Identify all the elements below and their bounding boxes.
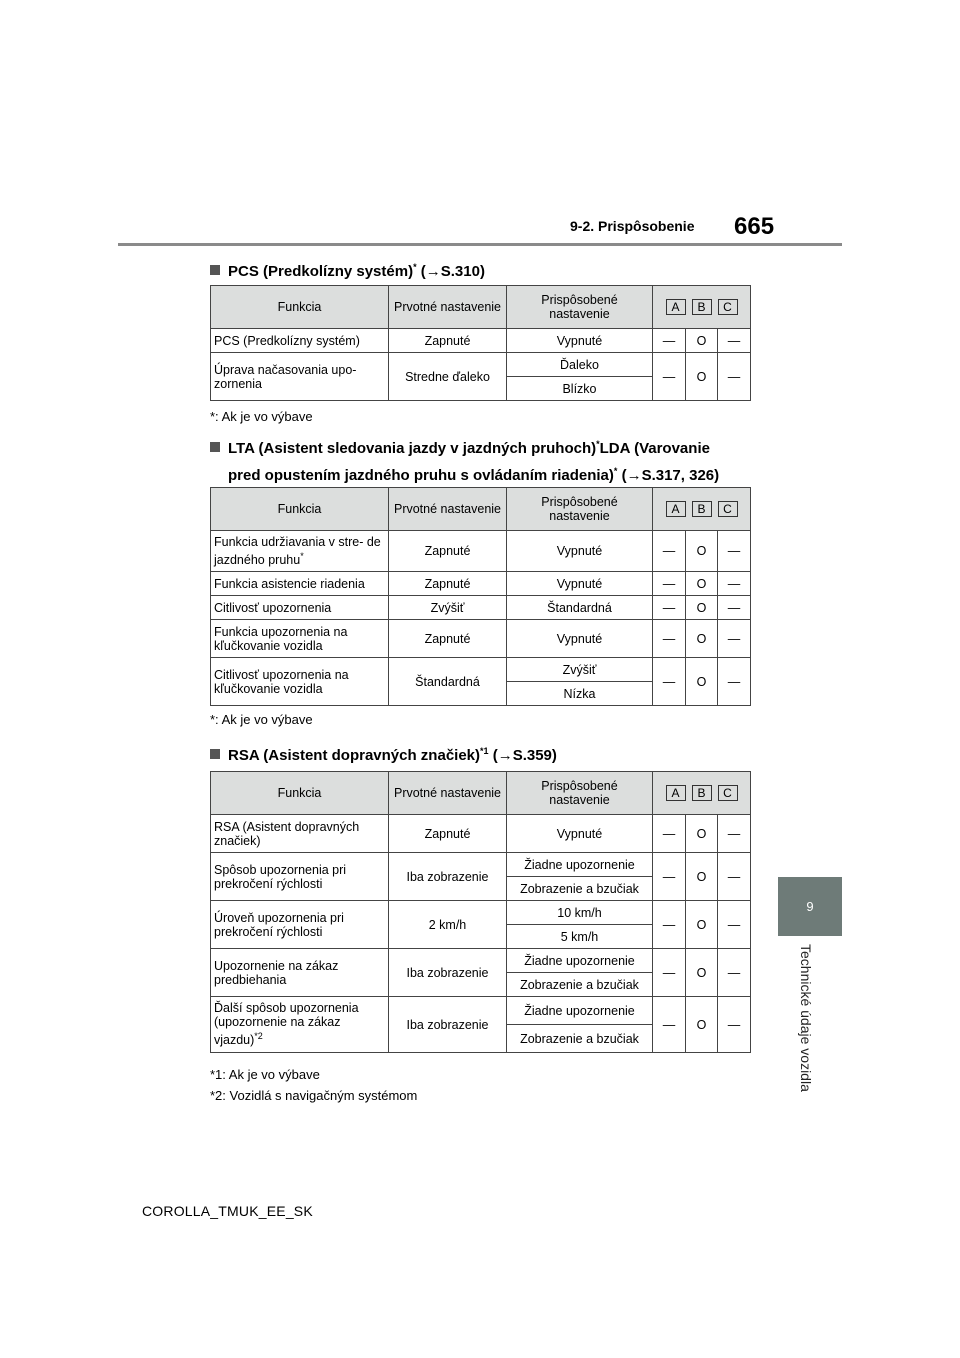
document-code: COROLLA_TMUK_EE_SK [142, 1203, 313, 1219]
method-c-label: C [718, 299, 738, 315]
column-header-initial: Prvotné nastavenie [389, 772, 507, 815]
square-bullet-icon [210, 265, 220, 275]
table-cell: Blízko [507, 377, 653, 401]
table-row [211, 329, 751, 353]
table-cell: — [653, 815, 686, 853]
section-title-rsa: RSA (Asistent dopravných značiek)$^{*1}$ (→S.359) [210, 740, 557, 767]
table-cell: Žiadne upozornenie [507, 997, 653, 1025]
page-reference-link[interactable]: (→S.310) [420, 263, 485, 280]
table-cell: Vypnuté [507, 329, 653, 353]
table-cell: Spôsob upozornenia pri prekročení rýchlosti [211, 853, 389, 901]
table-cell: O [686, 572, 718, 596]
table-cell: Zobrazenie a bzučiak [507, 1025, 653, 1053]
table-cell: Zapnuté [389, 329, 507, 353]
method-b-label: B [692, 299, 712, 315]
table-cell: — [718, 853, 751, 901]
table-cell: Iba zobrazenie [389, 949, 507, 997]
table-cell: — [718, 353, 751, 401]
table-cell: — [653, 596, 686, 620]
table-cell: Citlivosť upozornenia na kľučkovanie vozidla [211, 658, 389, 706]
table-header-row [211, 772, 751, 815]
table-cell: Zapnuté [389, 620, 507, 658]
table-row [211, 596, 751, 620]
section-title-pcs [210, 256, 485, 283]
settings-table-pcs [210, 285, 751, 401]
table-cell: RSA (Asistent dopravných značiek) [211, 815, 389, 853]
method-a-label: A [666, 299, 686, 315]
table-row [211, 531, 751, 572]
table-cell: — [718, 531, 751, 572]
table-cell: — [718, 997, 751, 1053]
table-cell: — [653, 997, 686, 1053]
settings-table-rsa [210, 771, 751, 1053]
table-cell: O [686, 353, 718, 401]
table-row [211, 658, 751, 682]
table-cell: — [718, 596, 751, 620]
table-cell: — [653, 853, 686, 901]
table-cell: — [653, 620, 686, 658]
table-row [211, 949, 751, 973]
footnote: *1: Ak je vo výbave [210, 1067, 320, 1082]
chapter-title: 9-2. Prispôsobenie [570, 218, 695, 234]
table-header-row [211, 488, 751, 531]
table-cell: Štandardná [507, 596, 653, 620]
table-cell: Zvýšiť [389, 596, 507, 620]
table-cell: O [686, 620, 718, 658]
table-cell: Zobrazenie a bzučiak [507, 877, 653, 901]
table-cell: Zapnuté [389, 572, 507, 596]
column-header-custom: Prispôsobené nastavenie [507, 772, 653, 815]
table-cell: Funkcia asistencie riadenia [211, 572, 389, 596]
table-cell: Vypnuté [507, 572, 653, 596]
table-cell: — [718, 620, 751, 658]
table-cell: — [653, 949, 686, 997]
table-cell: O [686, 658, 718, 706]
header-rule [118, 243, 842, 246]
table-row [211, 997, 751, 1025]
table-cell: PCS (Predkolízny systém) [211, 329, 389, 353]
column-header-methods: A B C [653, 772, 751, 815]
square-bullet-icon [210, 749, 220, 759]
table-cell: — [653, 901, 686, 949]
chapter-tab-label: Technické údaje vozidla [798, 944, 814, 1092]
table-cell: Nízka [507, 682, 653, 706]
table-cell: — [718, 815, 751, 853]
table-header-row [211, 286, 751, 329]
table-cell: Citlivosť upozornenia [211, 596, 389, 620]
table-cell: — [718, 901, 751, 949]
square-bullet-icon [210, 442, 220, 452]
column-header-initial: Prvotné nastavenie [389, 286, 507, 329]
table-cell: Zapnuté [389, 531, 507, 572]
column-header-methods [653, 286, 751, 329]
table-cell: — [653, 658, 686, 706]
table-cell: O [686, 997, 718, 1053]
column-header-function: Funkcia [211, 772, 389, 815]
table-row [211, 353, 751, 377]
table-row [211, 815, 751, 853]
table-cell: O [686, 949, 718, 997]
table-cell: — [653, 531, 686, 572]
table-cell: Funkcia udržiavania v stre- de jazdného pruhu* [211, 531, 389, 572]
table-cell: — [718, 658, 751, 706]
table-cell: Úroveň upozornenia pri prekročení rýchlosti [211, 901, 389, 949]
table-row [211, 853, 751, 877]
table-cell: O [686, 901, 718, 949]
table-cell: — [653, 329, 686, 353]
table-cell: Vypnuté [507, 815, 653, 853]
table-cell: Iba zobrazenie [389, 997, 507, 1053]
footnote: *: Ak je vo výbave [210, 712, 313, 727]
table-cell: Ďalší spôsob upozornenia (upozornenie na zákaz vjazdu)$^{*2}$ [211, 997, 389, 1053]
table-row [211, 572, 751, 596]
chapter-tab[interactable]: 9 [778, 877, 842, 936]
column-header-methods: A B C [653, 488, 751, 531]
table-cell: Ďaleko [507, 353, 653, 377]
table-cell: Iba zobrazenie [389, 853, 507, 901]
section-title-text: PCS (Predkolízny systém) [228, 263, 414, 280]
table-cell: 5 km/h [507, 925, 653, 949]
table-cell: 2 km/h [389, 901, 507, 949]
column-header-custom: Prispôsobené nastavenie [507, 488, 653, 531]
table-cell: Zvýšiť [507, 658, 653, 682]
footnote-marker: * [413, 262, 417, 272]
table-cell: Žiadne upozornenie [507, 853, 653, 877]
table-cell: 10 km/h [507, 901, 653, 925]
column-header-custom: Prispôsobené nastavenie [507, 286, 653, 329]
table-cell: O [686, 596, 718, 620]
table-cell: — [653, 572, 686, 596]
page-number: 665 [734, 213, 775, 240]
table-cell: O [686, 329, 718, 353]
table-cell: — [718, 329, 751, 353]
table-row [211, 901, 751, 925]
page-reference-link[interactable]: (→S.359) [492, 747, 557, 764]
table-cell: Štandardná [389, 658, 507, 706]
settings-table-lta [210, 487, 751, 706]
table-cell: O [686, 531, 718, 572]
table-cell: O [686, 853, 718, 901]
page-reference-link[interactable]: (→S.317, 326) [621, 467, 720, 484]
column-header-initial: Prvotné nastavenie [389, 488, 507, 531]
footnote: *: Ak je vo výbave [210, 409, 313, 424]
table-cell: — [653, 353, 686, 401]
table-cell: Zapnuté [389, 815, 507, 853]
table-cell: Zobrazenie a bzučiak [507, 973, 653, 997]
table-cell: Žiadne upozornenie [507, 949, 653, 973]
table-cell: O [686, 815, 718, 853]
table-cell: Stredne ďaleko [389, 353, 507, 401]
table-cell: Vypnuté [507, 620, 653, 658]
column-header-function: Funkcia [211, 488, 389, 531]
footnote: *2: Vozidlá s navigačným systémom [210, 1088, 418, 1103]
table-cell: — [718, 572, 751, 596]
column-header-function: Funkcia [211, 286, 389, 329]
table-cell: Upozornenie na zákaz predbiehania [211, 949, 389, 997]
table-cell: Vypnuté [507, 531, 653, 572]
section-title-lta: LTA (Asistent sledovania jazdy v jazdných pruhoch)*LDA (Varovanie pred opustením jazdného pruhu s ovládaním riadenia)* (→S.317, 326) [210, 433, 719, 487]
table-cell: Úprava načasovania upo- zornenia [211, 353, 389, 401]
table-cell: Funkcia upozornenia na kľučkovanie vozidla [211, 620, 389, 658]
table-cell: — [718, 949, 751, 997]
table-row [211, 620, 751, 658]
